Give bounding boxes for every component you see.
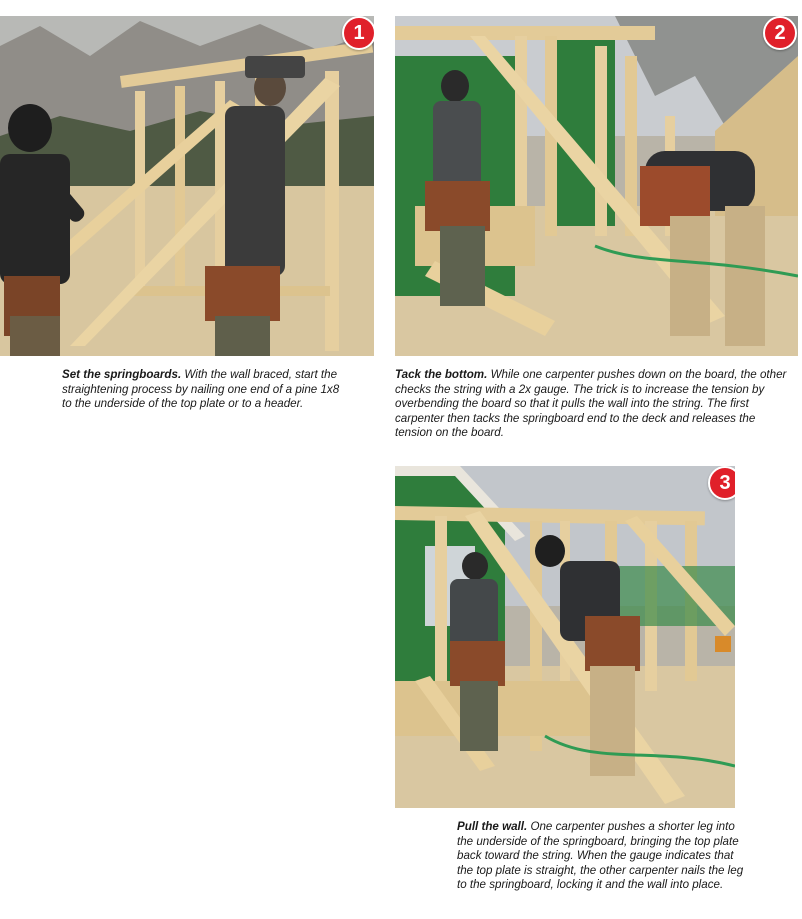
step-3-title: Pull the wall. <box>457 820 528 833</box>
step-2-photo <box>395 16 798 356</box>
step-1-caption <box>62 368 352 412</box>
step-1-body: With the wall braced, start the straightening process by nailing one end of a pine 1x8 to the underside of the top plate or to a header. <box>62 368 340 411</box>
step-1-badge: 1 <box>342 16 374 50</box>
step-3-caption <box>457 820 747 893</box>
step-2-body: While one carpenter pushes down on the board, the other checks the string with a 2x gauge. The trick is to increase the tension by overbending the board so that it pulls the wall into the string. The first carpenter then tacks the springboard end to the deck and releases the tension on the board. <box>395 368 787 440</box>
step-2-caption <box>395 368 787 441</box>
step-1-photo <box>0 16 374 356</box>
step-2-title: Tack the bottom. <box>395 368 488 381</box>
step-3-photo <box>395 466 735 808</box>
step-1-illustration <box>0 16 374 356</box>
step-3-illustration <box>395 466 735 808</box>
step-2-badge: 2 <box>763 16 797 50</box>
step-3-body: One carpenter pushes a shorter leg into the underside of the springboard, bringing the top plate back toward the string. When the gauge indicates that the top plate is straight, the other carpenter nails the leg to the springboard, locking it and the wall into place. <box>457 820 744 892</box>
step-1-title: Set the springboards. <box>62 368 182 381</box>
step-2-illustration <box>395 16 798 356</box>
step-3-badge: 3 <box>708 466 735 500</box>
